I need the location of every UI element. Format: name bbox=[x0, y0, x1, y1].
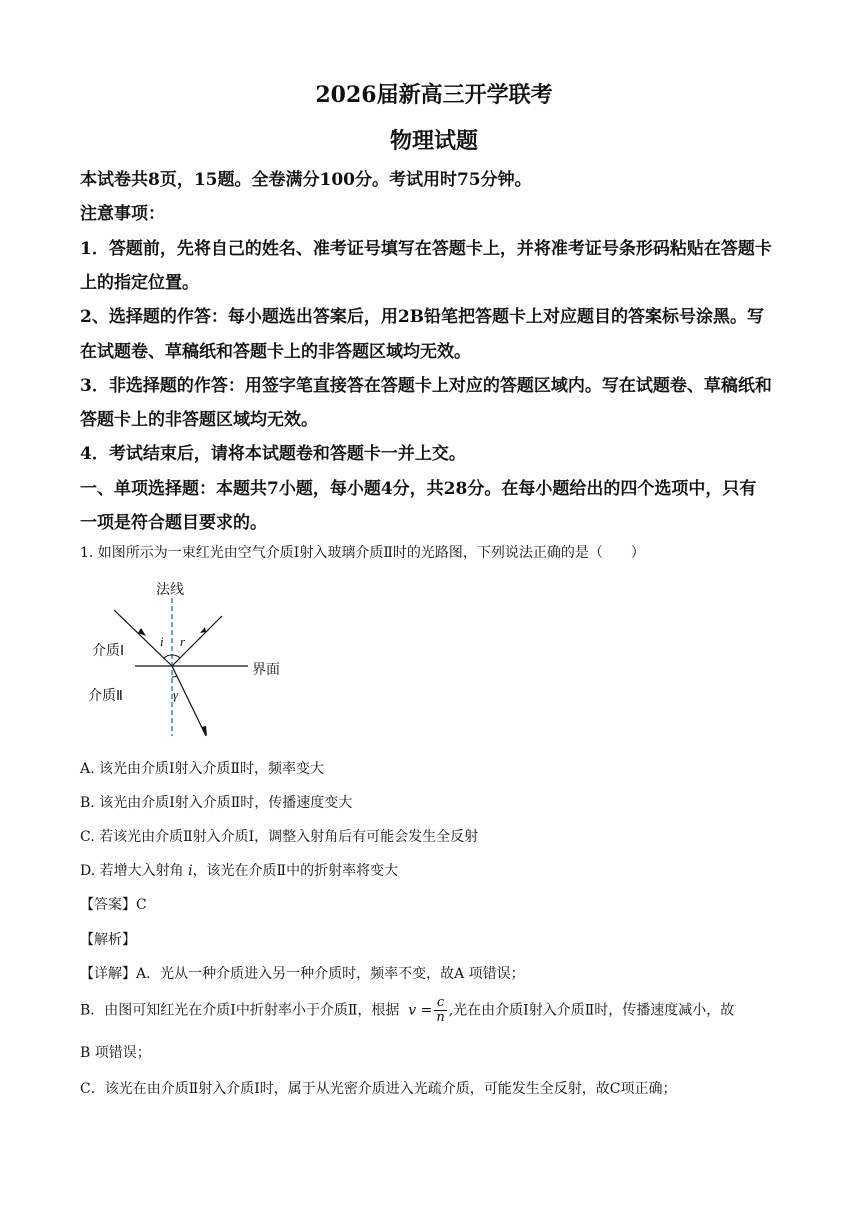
note-3-line1: 3．非选择题的作答：用签字笔直接答在答题卡上对应的答题区域内。写在试题卷、草稿纸和 bbox=[80, 376, 772, 396]
angle-r-label: r bbox=[180, 634, 186, 649]
analysis-title: 【解析】 bbox=[80, 932, 136, 948]
question-1-stem: 1. 如图所示为一束红光由空气介质Ⅰ射入玻璃介质Ⅱ时的光路图，下列说法正确的是（ ） bbox=[80, 545, 645, 561]
formula-lhs: v = bbox=[408, 1002, 433, 1019]
angle-gamma-label: γ bbox=[173, 687, 179, 702]
note-2-line2: 在试题卷、草稿纸和答题卡上的非答题区域均无效。 bbox=[80, 342, 471, 362]
angle-i-label: i bbox=[160, 634, 164, 649]
section-heading-line2: 一项是符合题目要求的。 bbox=[80, 513, 267, 533]
angle-i-arc bbox=[164, 655, 172, 658]
medium-1-label: 介质Ⅰ bbox=[92, 644, 125, 659]
answer: 【答案】C bbox=[80, 897, 147, 913]
angle-r-arc bbox=[172, 655, 180, 658]
exam-summary: 本试卷共8页，15题。全卷满分100分。考试用时75分钟。 bbox=[80, 170, 532, 190]
exam-title: 2026届新高三开学联考 bbox=[315, 82, 553, 108]
normal-line-label: 法线 bbox=[156, 583, 184, 598]
refracted-arrow bbox=[201, 726, 207, 736]
note-4-line1: 4．考试结束后，请将本试题卷和答题卡一并上交。 bbox=[80, 444, 466, 464]
formula-denominator: n bbox=[436, 1010, 445, 1025]
formula-numerator: c bbox=[434, 996, 446, 1011]
notice-title: 注意事项： bbox=[80, 204, 165, 224]
detail-b-line2: B 项错误； bbox=[80, 1045, 151, 1061]
note-2-line1: 2、选择题的作答：每小题选出答案后，用2B铅笔把答题卡上对应题目的答案标号涂黑。写 bbox=[80, 307, 765, 327]
angle-gamma-arc bbox=[172, 676, 177, 677]
option-d-prefix: D. 若增大入射角 bbox=[80, 863, 189, 879]
option-c: C. 若该光由介质Ⅱ射入介质Ⅰ，调整入射角后有可能会发生全反射 bbox=[80, 829, 479, 845]
option-b: B. 该光由介质Ⅰ射入介质Ⅱ时，传播速度变大 bbox=[80, 795, 353, 811]
option-d-suffix: ，该光在介质Ⅱ中的折射率将变大 bbox=[192, 863, 399, 879]
detail-b-suffix: ,光在由介质Ⅰ射入介质Ⅱ时，传播速度减小，故 bbox=[448, 1002, 735, 1019]
formula-fraction bbox=[434, 996, 446, 1025]
reflected-arrow bbox=[200, 627, 206, 633]
option-d-variable: i bbox=[188, 863, 193, 879]
note-1-line1: 1．答题前，先将自己的姓名、准考证号填写在答题卡上，并将准考证号条形码粘贴在答题卡 bbox=[80, 239, 772, 259]
detail-b-prefix: B．由图可知红光在介质Ⅰ中折射率小于介质Ⅱ，根据 bbox=[80, 1002, 400, 1019]
section-heading-line1: 一、单项选择题：本题共7小题，每小题4分，共28分。在每小题给出的四个选项中，只有 bbox=[80, 479, 757, 499]
subject-title: 物理试题 bbox=[389, 128, 478, 154]
note-1-line2: 上的指定位置。 bbox=[80, 273, 199, 293]
note-3-line2: 答题卡上的非答题区域均无效。 bbox=[80, 410, 318, 430]
detail-a: 【详解】A．光从一种介质进入另一种介质时，频率不变，故A 项错误； bbox=[80, 966, 525, 982]
option-a: A. 该光由介质Ⅰ射入介质Ⅱ时，频率变大 bbox=[80, 761, 325, 777]
refraction-diagram bbox=[80, 576, 300, 746]
option-d bbox=[80, 860, 398, 880]
detail-b-line1 bbox=[80, 996, 734, 1025]
interface-label: 界面 bbox=[252, 663, 280, 678]
detail-c: C．该光在由介质Ⅱ射入介质Ⅰ时，属于从光密介质进入光疏介质，可能发生全反射，故C项正确； bbox=[80, 1081, 677, 1097]
medium-2-label: 介质Ⅱ bbox=[88, 689, 123, 704]
